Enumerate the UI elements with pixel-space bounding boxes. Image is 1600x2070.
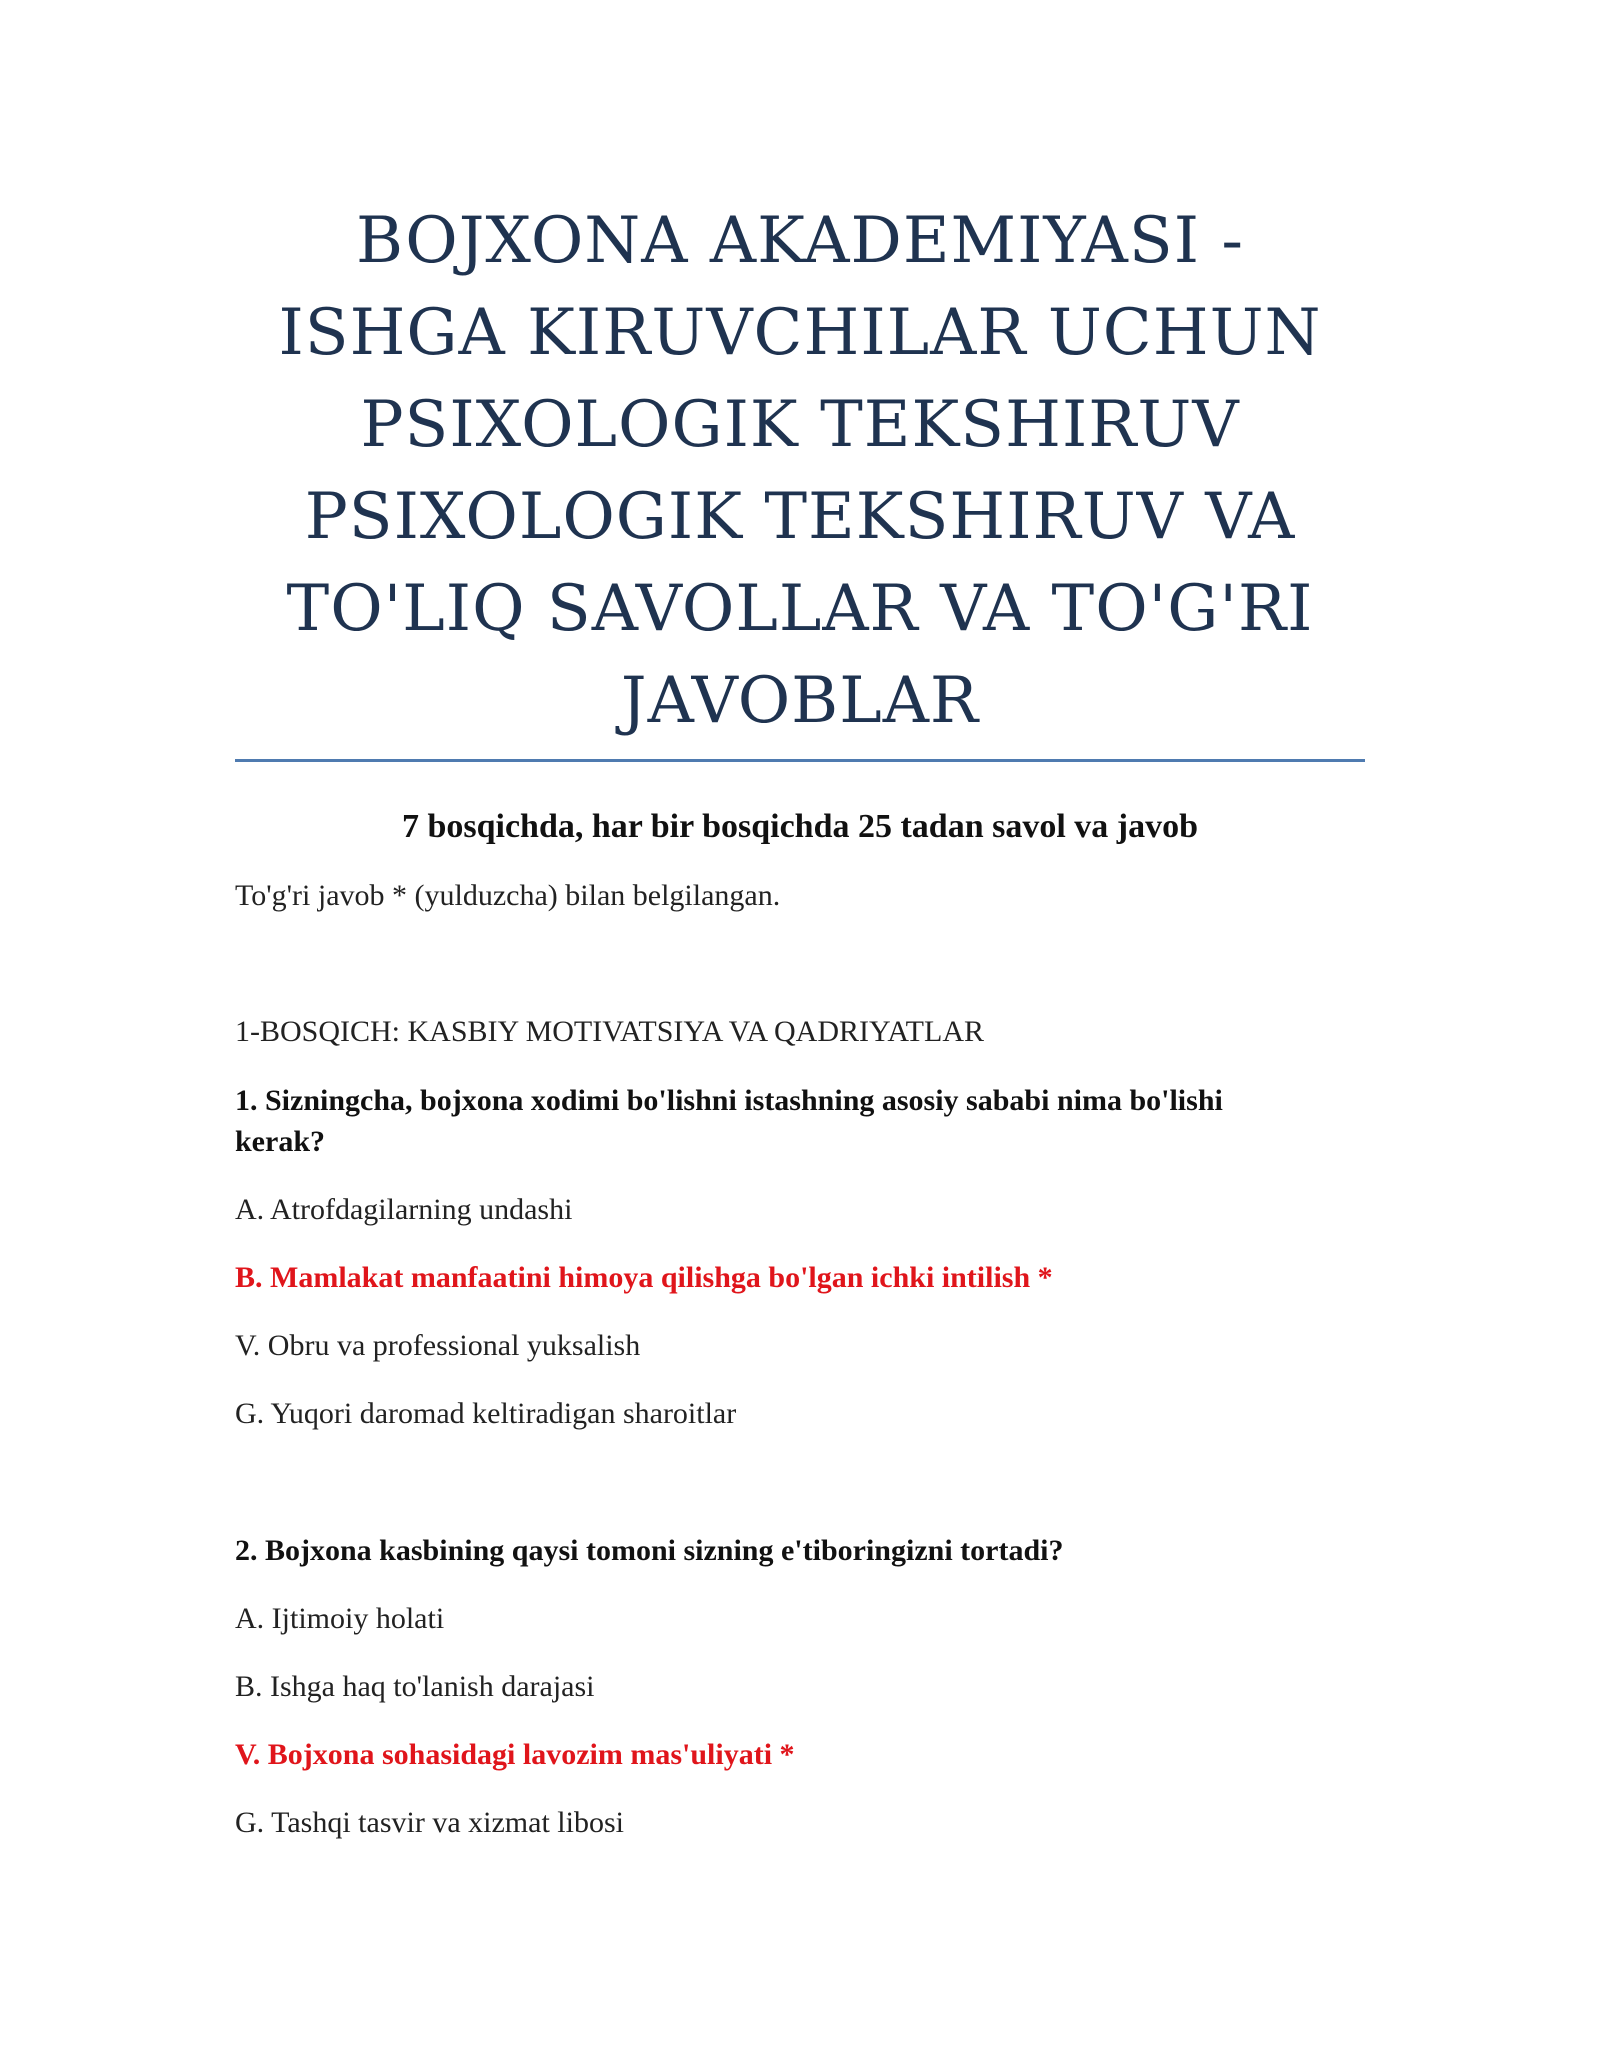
answer-option: V. Obru va professional yuksalish [235, 1329, 641, 1362]
document-subtitle: 7 bosqichda, har bir bosqichda 25 tadan savol va javob [401, 808, 1199, 845]
answer-option: G. Tashqi tasvir va xizmat libosi [235, 1806, 624, 1839]
section-heading: 1-BOSQICH: KASBIY MOTIVATSIYA VA QADRIYATLAR [235, 1015, 984, 1048]
answer-option: A. Ijtimoiy holati [235, 1602, 445, 1635]
answer-option: G. Yuqori daromad keltiradigan sharoitlar [235, 1397, 737, 1430]
document-title: BOJXONA AKADEMIYASI - ISHGA KIRUVCHILAR UCHUN PSIXOLOGIK TEKSHIRUV PSIXOLOGIK TEKSHIRUV VA TO'LIQ SAVOLLAR VA TO'G'RI JAVOBLAR [278, 204, 1322, 738]
title-divider [235, 759, 1365, 762]
question-text: 2. Bojxona kasbining qaysi tomoni sizning e'tiboringizni tortadi? [235, 1534, 1064, 1567]
question-text: 1. Sizningcha, bojxona xodimi bo'lishni istashning asosiy sababi nima bo'lishi kerak? [235, 1084, 1223, 1158]
document-page [235, 195, 1365, 1843]
answer-option: A. Atrofdagilarning undashi [235, 1193, 573, 1226]
correct-answer-option: V. Bojxona sohasidagi lavozim mas'uliyati * [235, 1738, 795, 1771]
answer-option: B. Ishga haq to'lanish darajasi [235, 1670, 595, 1703]
answer-key-note: To'g'ri javob * (yulduzcha) bilan belgilangan. [235, 879, 781, 912]
correct-answer-option: B. Mamlakat manfaatini himoya qilishga bo'lgan ichki intilish * [235, 1261, 1053, 1294]
